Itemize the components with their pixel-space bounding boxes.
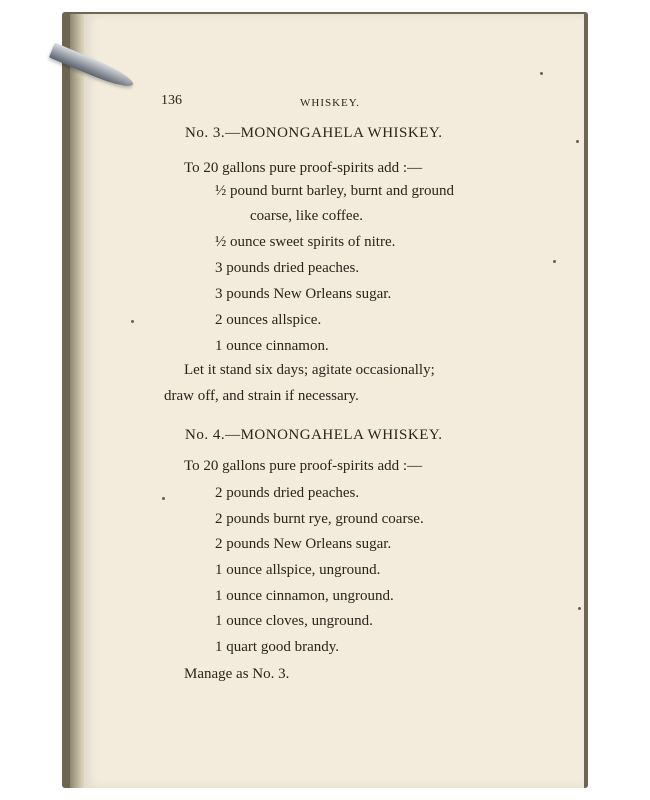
recipe-3-ingredient: ½ ounce sweet spirits of nitre. — [215, 234, 396, 250]
recipe-3-directions: draw off, and strain if necessary. — [164, 388, 359, 404]
paper-speck — [576, 140, 579, 143]
paper-speck — [162, 497, 165, 500]
recipe-3-directions: Let it stand six days; agitate occasionally; — [184, 362, 435, 378]
recipe-4-ingredient: 1 ounce cloves, unground. — [215, 613, 373, 629]
recipe-4-directions: Manage as No. 3. — [184, 666, 290, 682]
recipe-4-intro: To 20 gallons pure proof-spirits add :— — [184, 458, 423, 474]
running-head: WHISKEY. — [300, 97, 361, 109]
recipe-3-ingredient: ½ pound burnt barley, burnt and ground — [215, 183, 454, 199]
recipe-3-heading: No. 3.—MONONGAHELA WHISKEY. — [185, 125, 443, 141]
recipe-4-heading: No. 4.—MONONGAHELA WHISKEY. — [185, 427, 443, 443]
recipe-4-ingredient: 1 quart good brandy. — [215, 639, 339, 655]
recipe-3-ingredient: coarse, like coffee. — [250, 208, 363, 224]
recipe-3-ingredient: 2 ounces allspice. — [215, 312, 322, 328]
recipe-4-ingredient: 1 ounce allspice, unground. — [215, 562, 381, 578]
recipe-4-ingredient: 2 pounds burnt rye, ground coarse. — [215, 511, 424, 527]
recipe-3-intro: To 20 gallons pure proof-spirits add :— — [184, 160, 423, 176]
recipe-4-ingredient: 1 ounce cinnamon, unground. — [215, 588, 394, 604]
paper-speck — [553, 260, 556, 263]
page-number: 136 — [161, 93, 182, 108]
paper-speck — [540, 72, 543, 75]
recipe-4-ingredient: 2 pounds dried peaches. — [215, 485, 360, 501]
recipe-3-ingredient: 3 pounds dried peaches. — [215, 260, 360, 276]
recipe-3-ingredient: 3 pounds New Orleans sugar. — [215, 286, 392, 302]
recipe-4-ingredient: 2 pounds New Orleans sugar. — [215, 536, 392, 552]
paper-speck — [131, 320, 134, 323]
paper-speck — [578, 607, 581, 610]
recipe-3-ingredient: 1 ounce cinnamon. — [215, 338, 329, 354]
